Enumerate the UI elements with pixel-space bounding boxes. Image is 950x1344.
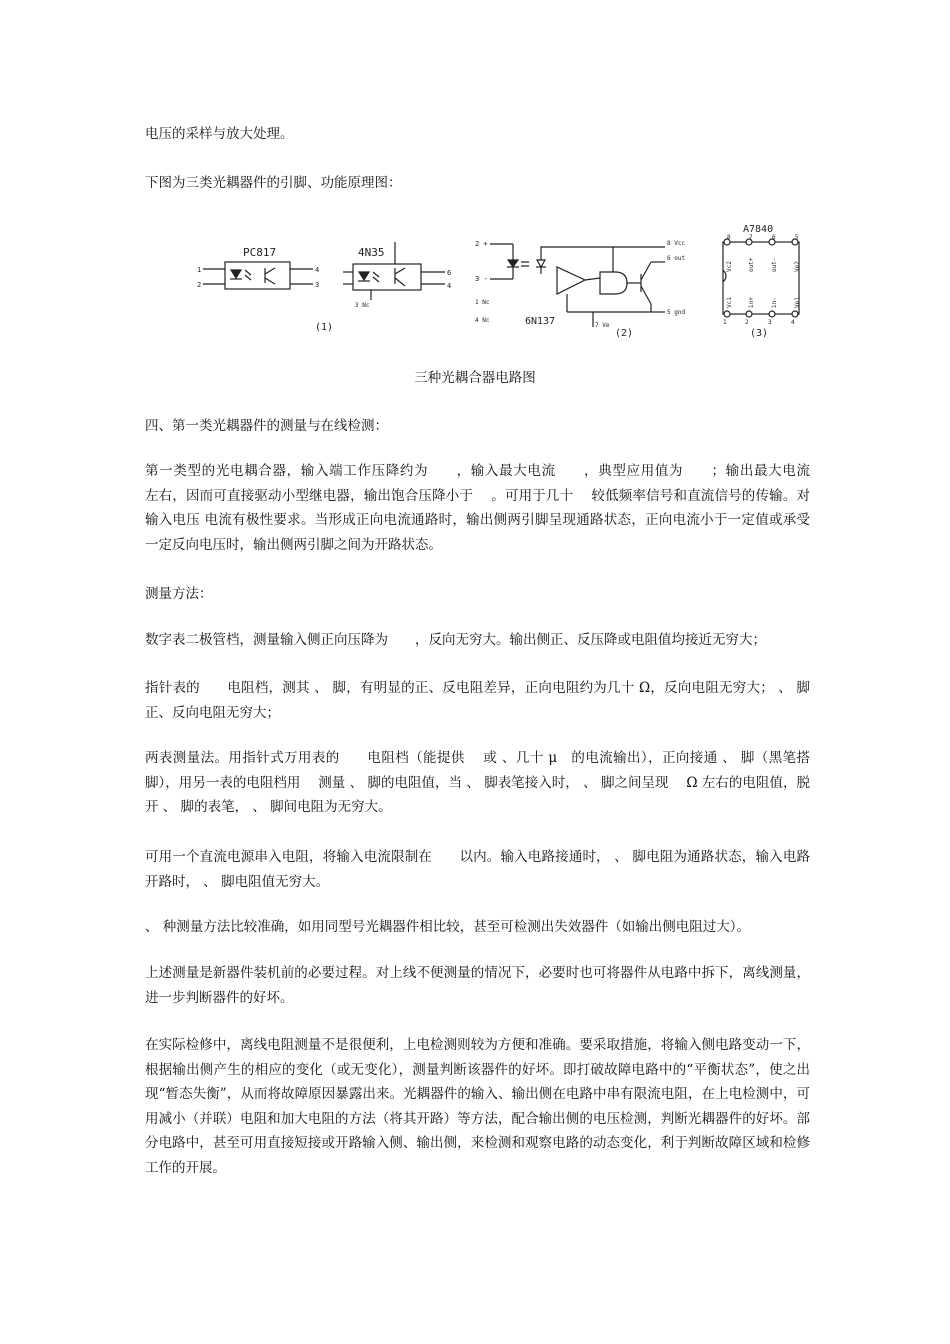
6n137-pin6: 6 out [667,255,686,262]
a7840-pin-right-1: Vc2 [726,261,733,272]
4n35-pin4: 4 [447,282,452,290]
a7840-num-3: 3 [768,319,772,326]
a7840-name: A7840 [743,224,774,235]
a7840-body [723,242,799,314]
a7840-pin-left-4: Ve1 [794,297,801,308]
method-note: 、 种测量方法比较准确，如用同型号光耦器件相比较，甚至可检测出失效器件（如输出侧电阻过大）。 [145,919,751,935]
optocoupler-diagram [195,212,815,347]
paragraph-online: 在实际检修中，离线电阻测量不是很便利，上电检测则较为方便和准确。要采取措施，将输入侧电路变动一下，根据输出侧产生的相应的变化（或无变化），测量判断该器件的好坏。即打破故障电路中的“平衡状态”，使之出现“暂态失衡”，从而将故障原因暴露出来。光耦器件的输入、输出侧在电路中串有限流电阻，在上电检测中，可用减小（并联）电阻和加大电阻的方法（将其开路）等方法，配合输出侧的电压检测，判断光耦器件的好坏。部分电路中，甚至可用直接短接或开路输入侧、输出侧，来检测和观察电路的动态变化，利于判断故障区域和检修工作的开展。 [145,1037,810,1176]
a7840-pin-right-2: out+ [748,257,755,272]
figure-label-3: (3) [750,328,769,339]
a7840-pin-left-1: Vc1 [726,297,733,308]
6n137-pin1: 1 Nc [475,299,490,306]
optocoupler-figure [195,212,815,347]
pc817-pin4: 4 [315,266,320,274]
pc817-name: PC817 [243,246,277,259]
figure-intro: 下图为三类光耦器件的引脚、功能原理图： [145,175,402,191]
a7840-num-6: 6 [772,234,776,241]
a7840-num-1: 1 [723,319,727,326]
figure-caption: 三种光耦合器电路图 [414,370,536,386]
figure-label-1: (1) [315,322,334,333]
pc817-pin1: 1 [197,266,202,274]
a7840-pin-right-4: Ve2 [794,261,801,272]
6n137-pin3: 3 - [475,275,488,283]
6n137-pin2: 2 + [475,240,488,248]
a7840-num-7: 7 [749,234,753,241]
a7840-num-5: 5 [795,234,799,241]
method-1: 数字表二极管档，测量输入侧正向压降为 ，反向无穷大。输出侧正、反压降或电阻值均接近无穷大； [145,632,766,648]
a7840-num-4: 4 [791,319,795,326]
pc817-pin2: 2 [197,281,202,289]
6n137-diagram [490,244,665,327]
6n137-pin5: 5 gnd [667,309,686,316]
a7840-pin-right-3: out- [771,257,778,272]
method-3: 两表测量法。用指针式万用表的 电阻档（能提供 或 、几十 μ 的电流输出），正向接通 、 脚（黑笔搭 脚），用另一表的电阻档用 测量 、 脚的电阻值，当 、 脚表笔接入时， 、 脚之间呈现 Ω 左右的电阻值，脱开 、 脚的表笔， 、 脚间电阻为无穷大。 [145,750,810,815]
a7840-pin-left-2: in+ [748,297,755,308]
pc817-pin3: 3 [315,281,320,289]
a7840-num-8: 8 [727,234,731,241]
figure-label-2: (2) [615,328,634,339]
pc817-diagram [203,262,313,289]
intro-line: 电压的采样与放大处理。 [145,126,294,142]
6n137-pin7: 7 Ve [595,322,610,329]
6n137-pin4: 4 Nc [475,317,490,324]
method-2: 指针表的 电阻档，测其 、 脚，有明显的正、反电阻差异，正向电阻约为几十 Ω，反向电阻无穷大； 、 脚正、反向电阻无穷大； [145,680,810,721]
paragraph-offline: 上述测量是新器件装机前的必要过程。对上线不便测量的情况下，必要时也可将器件从电路中拆下，离线测量，进一步判断器件的好坏。 [145,965,810,1006]
4n35-pin-nc: 3 Nc [355,302,370,309]
4n35-name: 4N35 [358,246,385,259]
method-4: 可用一个直流电源串入电阻，将输入电流限制在 以内。输入电路接通时， 、 脚电阻为通路状态，输入电路开路时， 、 脚电阻值无穷大。 [145,849,810,890]
6n137-pin8: 8 Vcc [667,240,686,247]
a7840-diagram [723,239,799,317]
6n137-name: 6N137 [525,316,556,327]
paragraph-type1: 第一类型的光电耦合器，输入端工作压降约为 ，输入最大电流 ，典型应用值为 ；输出最大电流 左右，因而可直接驱动小型继电器，输出饱合压降小于 。可用于几十 较低频率信号和直流信号的传输。对输入电压 电流有极性要求。当形成正向电流通路时，输出侧两引脚呈现通路状态，正向电流小于一定值或承受一定反向电压时，输出侧两引脚之间为开路状态。 [145,463,828,553]
a7840-pin-left-3: in- [771,297,778,308]
section-heading: 四、第一类光耦器件的测量与在线检测： [145,418,388,434]
4n35-pin6: 6 [447,269,452,277]
a7840-num-2: 2 [745,319,749,326]
method-heading: 测量方法： [145,586,213,602]
